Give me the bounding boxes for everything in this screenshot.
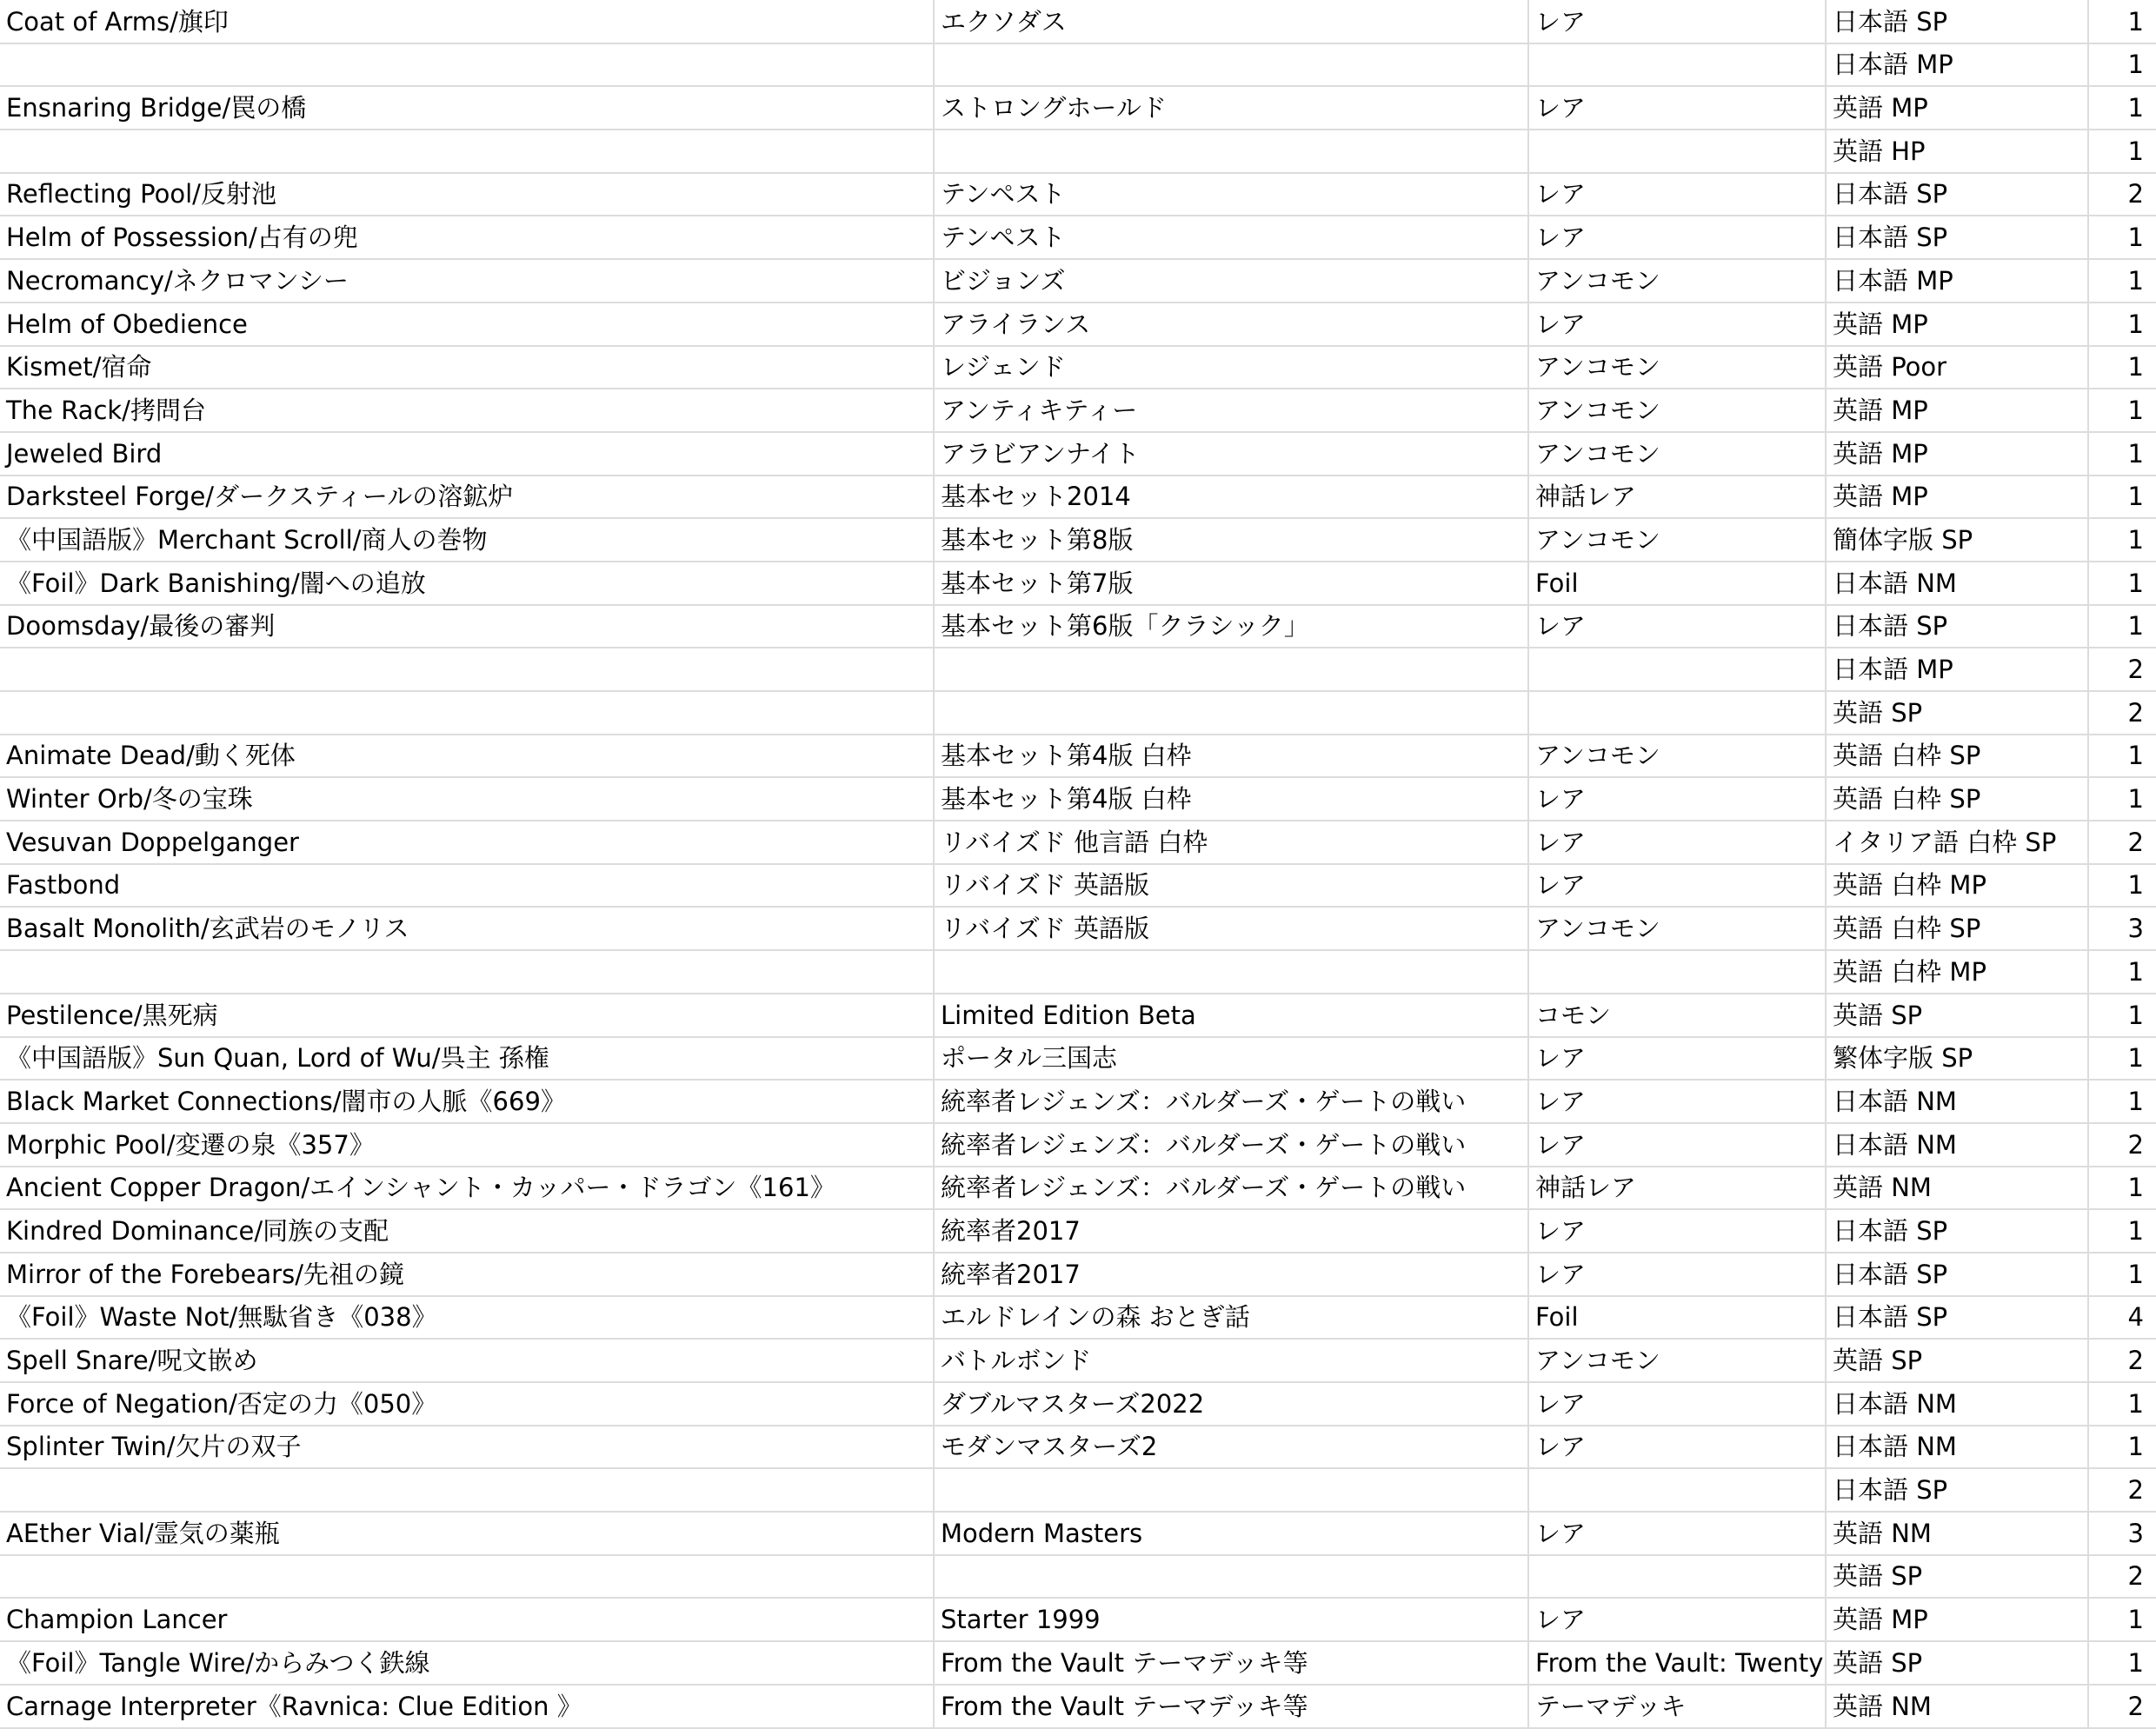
condition-cell[interactable]: 英語 SP	[1826, 1555, 2088, 1599]
card-name-cell[interactable]: Carnage Interpreter《Ravnica: Clue Edition 》	[0, 1685, 934, 1728]
rarity-cell[interactable]: 神話レア	[1528, 475, 1826, 519]
table-row	[0, 1037, 2156, 1081]
set-cell[interactable]: 基本セット2014	[934, 475, 1528, 519]
rarity-cell[interactable]: レア	[1528, 1123, 1826, 1167]
condition-cell[interactable]: イタリア語 白枠 SP	[1826, 821, 2088, 864]
table-row	[0, 1253, 2156, 1296]
condition-cell[interactable]: 英語 MP	[1826, 303, 2088, 346]
set-cell[interactable]: ビジョンズ	[934, 259, 1528, 303]
card-name-cell[interactable]: Winter Orb/冬の宝珠	[0, 777, 934, 821]
rarity-cell[interactable]: アンコモン	[1528, 389, 1826, 432]
card-name-cell[interactable]: Kindred Dominance/同族の支配	[0, 1209, 934, 1253]
set-cell[interactable]: モダンマスターズ2	[934, 1426, 1528, 1469]
card-name-cell[interactable]: Darksteel Forge/ダークスティールの溶鉱炉	[0, 475, 934, 519]
quantity-cell[interactable]: 2	[2088, 173, 2156, 216]
quantity-cell[interactable]: 2	[2088, 648, 2156, 691]
set-cell[interactable]: 統率者2017	[934, 1209, 1528, 1253]
set-cell[interactable]: アライランス	[934, 303, 1528, 346]
card-name-cell[interactable]	[0, 691, 934, 735]
table-row	[0, 907, 2156, 950]
quantity-cell[interactable]: 1	[2088, 562, 2156, 605]
condition-cell[interactable]: 日本語 MP	[1826, 43, 2088, 87]
set-cell[interactable]: 統率者レジェンズ：バルダーズ・ゲートの戦い	[934, 1167, 1528, 1210]
quantity-cell[interactable]: 3	[2088, 907, 2156, 950]
card-name-cell[interactable]	[0, 1468, 934, 1512]
table-row	[0, 346, 2156, 389]
table-row	[0, 864, 2156, 908]
card-name-cell[interactable]: 《Foil》Waste Not/無駄省き《038》	[0, 1296, 934, 1340]
condition-cell[interactable]: 日本語 NM	[1826, 1080, 2088, 1123]
quantity-cell[interactable]: 1	[2088, 1641, 2156, 1685]
rarity-cell[interactable]	[1528, 950, 1826, 994]
card-name-cell[interactable]: Ensnaring Bridge/罠の橋	[0, 86, 934, 130]
set-cell[interactable]	[934, 691, 1528, 735]
quantity-cell[interactable]: 2	[2088, 1339, 2156, 1382]
rarity-cell[interactable]: Foil	[1528, 562, 1826, 605]
quantity-cell[interactable]: 1	[2088, 864, 2156, 908]
condition-cell[interactable]: 日本語 SP	[1826, 1296, 2088, 1340]
table-row	[0, 821, 2156, 864]
condition-cell[interactable]: 日本語 NM	[1826, 562, 2088, 605]
quantity-cell[interactable]: 1	[2088, 1253, 2156, 1296]
rarity-cell[interactable]: レア	[1528, 821, 1826, 864]
card-name-cell[interactable]	[0, 1555, 934, 1599]
rarity-cell[interactable]: レア	[1528, 173, 1826, 216]
quantity-cell[interactable]: 3	[2088, 1512, 2156, 1555]
set-cell[interactable]: ポータル三国志	[934, 1037, 1528, 1081]
card-name-cell[interactable]: Animate Dead/動く死体	[0, 735, 934, 778]
table-row	[0, 173, 2156, 216]
table-row	[0, 389, 2156, 432]
table-row	[0, 1123, 2156, 1167]
card-name-cell[interactable]: 《Foil》Tangle Wire/からみつく鉄線	[0, 1641, 934, 1685]
rarity-cell[interactable]: アンコモン	[1528, 259, 1826, 303]
card-name-cell[interactable]: Coat of Arms/旗印	[0, 0, 934, 43]
condition-cell[interactable]: 英語 白枠 SP	[1826, 735, 2088, 778]
table-row	[0, 43, 2156, 87]
set-cell[interactable]: 基本セット第6版「クラシック」	[934, 605, 1528, 648]
rarity-cell[interactable]: レア	[1528, 777, 1826, 821]
card-name-cell[interactable]: Force of Negation/否定の力《050》	[0, 1382, 934, 1426]
quantity-cell[interactable]: 1	[2088, 259, 2156, 303]
table-row	[0, 562, 2156, 605]
table-row	[0, 1641, 2156, 1685]
set-cell[interactable]: アンティキティー	[934, 389, 1528, 432]
quantity-cell[interactable]: 1	[2088, 1037, 2156, 1081]
condition-cell[interactable]: 英語 MP	[1826, 86, 2088, 130]
quantity-cell[interactable]: 1	[2088, 518, 2156, 562]
table-row	[0, 1426, 2156, 1469]
condition-cell[interactable]: 日本語 NM	[1826, 1382, 2088, 1426]
card-name-cell[interactable]: The Rack/拷問台	[0, 389, 934, 432]
card-name-cell[interactable]: Ancient Copper Dragon/エインシャント・カッパー・ドラゴン《161》	[0, 1167, 934, 1210]
quantity-cell[interactable]: 1	[2088, 475, 2156, 519]
table-row	[0, 1468, 2156, 1512]
quantity-cell[interactable]: 1	[2088, 1382, 2156, 1426]
table-row	[0, 475, 2156, 519]
table-row	[0, 777, 2156, 821]
set-cell[interactable]: 統率者2017	[934, 1253, 1528, 1296]
set-cell[interactable]: ストロングホールド	[934, 86, 1528, 130]
quantity-cell[interactable]: 1	[2088, 130, 2156, 173]
card-name-cell[interactable]: Kismet/宿命	[0, 346, 934, 389]
card-name-cell[interactable]: Spell Snare/呪文嵌め	[0, 1339, 934, 1382]
set-cell[interactable]: 統率者レジェンズ：バルダーズ・ゲートの戦い	[934, 1123, 1528, 1167]
quantity-cell[interactable]: 1	[2088, 389, 2156, 432]
condition-cell[interactable]: 英語 白枠 MP	[1826, 864, 2088, 908]
card-name-cell[interactable]: 《Foil》Dark Banishing/闇への追放	[0, 562, 934, 605]
rarity-cell[interactable]: アンコモン	[1528, 907, 1826, 950]
table-row	[0, 1296, 2156, 1340]
quantity-cell[interactable]: 2	[2088, 1123, 2156, 1167]
table-row	[0, 432, 2156, 475]
quantity-cell[interactable]: 1	[2088, 777, 2156, 821]
quantity-cell[interactable]: 1	[2088, 1080, 2156, 1123]
table-row	[0, 1209, 2156, 1253]
rarity-cell[interactable]: レア	[1528, 605, 1826, 648]
condition-cell[interactable]: 英語 SP	[1826, 1641, 2088, 1685]
quantity-cell[interactable]: 1	[2088, 950, 2156, 994]
card-name-cell[interactable]: AEther Vial/霊気の薬瓶	[0, 1512, 934, 1555]
quantity-cell[interactable]: 1	[2088, 994, 2156, 1037]
rarity-cell[interactable]: テーマデッキ	[1528, 1685, 1826, 1728]
quantity-cell[interactable]: 2	[2088, 821, 2156, 864]
condition-cell[interactable]: 簡体字版 SP	[1826, 518, 2088, 562]
quantity-cell[interactable]: 1	[2088, 346, 2156, 389]
table-row	[0, 950, 2156, 994]
table-row	[0, 1685, 2156, 1728]
card-name-cell[interactable]: Doomsday/最後の審判	[0, 605, 934, 648]
condition-cell[interactable]: 英語 白枠 SP	[1826, 777, 2088, 821]
card-name-cell[interactable]: Morphic Pool/変遷の泉《357》	[0, 1123, 934, 1167]
set-cell[interactable]	[934, 130, 1528, 173]
rarity-cell[interactable]	[1528, 43, 1826, 87]
condition-cell[interactable]: 英語 MP	[1826, 475, 2088, 519]
condition-cell[interactable]: 英語 MP	[1826, 389, 2088, 432]
set-cell[interactable]: バトルボンド	[934, 1339, 1528, 1382]
table-row	[0, 86, 2156, 130]
rarity-cell[interactable]: From the Vault: Twenty	[1528, 1641, 1826, 1685]
rarity-cell[interactable]: レア	[1528, 86, 1826, 130]
condition-cell[interactable]: 英語 白枠 SP	[1826, 907, 2088, 950]
table-row	[0, 0, 2156, 43]
rarity-cell[interactable]: Foil	[1528, 1296, 1826, 1340]
card-name-cell[interactable]: Mirror of the Forebears/先祖の鏡	[0, 1253, 934, 1296]
set-cell[interactable]: 基本セット第7版	[934, 562, 1528, 605]
card-name-cell[interactable]: Fastbond	[0, 864, 934, 908]
set-cell[interactable]	[934, 648, 1528, 691]
quantity-cell[interactable]: 1	[2088, 735, 2156, 778]
rarity-cell[interactable]: 神話レア	[1528, 1167, 1826, 1210]
card-name-cell[interactable]	[0, 43, 934, 87]
condition-cell[interactable]: 英語 HP	[1826, 130, 2088, 173]
condition-cell[interactable]: 繁体字版 SP	[1826, 1037, 2088, 1081]
rarity-cell[interactable]: レア	[1528, 864, 1826, 908]
table-row	[0, 605, 2156, 648]
rarity-cell[interactable]: レア	[1528, 1598, 1826, 1641]
table-row	[0, 130, 2156, 173]
rarity-cell[interactable]: アンコモン	[1528, 735, 1826, 778]
table-row	[0, 259, 2156, 303]
set-cell[interactable]: リバイズド 他言語 白枠	[934, 821, 1528, 864]
table-row	[0, 648, 2156, 691]
quantity-cell[interactable]: 1	[2088, 1167, 2156, 1210]
rarity-cell[interactable]: アンコモン	[1528, 518, 1826, 562]
table-row	[0, 735, 2156, 778]
set-cell[interactable]: レジェンド	[934, 346, 1528, 389]
table-row	[0, 303, 2156, 346]
card-name-cell[interactable]: Black Market Connections/闇市の人脈《669》	[0, 1080, 934, 1123]
condition-cell[interactable]: 英語 NM	[1826, 1167, 2088, 1210]
card-name-cell[interactable]: Helm of Obedience	[0, 303, 934, 346]
set-cell[interactable]: Modern Masters	[934, 1512, 1528, 1555]
condition-cell[interactable]: 英語 SP	[1826, 691, 2088, 735]
condition-cell[interactable]: 日本語 SP	[1826, 1253, 2088, 1296]
table-row	[0, 518, 2156, 562]
condition-cell[interactable]: 日本語 SP	[1826, 0, 2088, 43]
set-cell[interactable]: リバイズド 英語版	[934, 864, 1528, 908]
rarity-cell[interactable]: レア	[1528, 303, 1826, 346]
rarity-cell[interactable]: レア	[1528, 1253, 1826, 1296]
set-cell[interactable]	[934, 43, 1528, 87]
rarity-cell[interactable]: レア	[1528, 216, 1826, 259]
table-row	[0, 1167, 2156, 1210]
rarity-cell[interactable]: レア	[1528, 1382, 1826, 1426]
quantity-cell[interactable]: 1	[2088, 432, 2156, 475]
card-name-cell[interactable]	[0, 648, 934, 691]
table-row	[0, 1080, 2156, 1123]
condition-cell[interactable]: 日本語 SP	[1826, 1209, 2088, 1253]
rarity-cell[interactable]: アンコモン	[1528, 432, 1826, 475]
card-name-cell[interactable]: Helm of Possession/占有の兜	[0, 216, 934, 259]
card-name-cell[interactable]: 《中国語版》Sun Quan, Lord of Wu/呉主 孫権	[0, 1037, 934, 1081]
table-row	[0, 1382, 2156, 1426]
set-cell[interactable]: リバイズド 英語版	[934, 907, 1528, 950]
quantity-cell[interactable]: 1	[2088, 1426, 2156, 1469]
set-cell[interactable]: 基本セット第8版	[934, 518, 1528, 562]
condition-cell[interactable]: 日本語 SP	[1826, 605, 2088, 648]
condition-cell[interactable]: 日本語 SP	[1826, 216, 2088, 259]
quantity-cell[interactable]: 1	[2088, 303, 2156, 346]
condition-cell[interactable]: 英語 白枠 MP	[1826, 950, 2088, 994]
table-row	[0, 691, 2156, 735]
quantity-cell[interactable]: 1	[2088, 605, 2156, 648]
table-row	[0, 1512, 2156, 1555]
set-cell[interactable]	[934, 1555, 1528, 1599]
rarity-cell[interactable]: レア	[1528, 1209, 1826, 1253]
card-name-cell[interactable]: 《中国語版》Merchant Scroll/商人の巻物	[0, 518, 934, 562]
rarity-cell[interactable]: レア	[1528, 1037, 1826, 1081]
condition-cell[interactable]: 日本語 MP	[1826, 648, 2088, 691]
table-row	[0, 1555, 2156, 1599]
quantity-cell[interactable]: 1	[2088, 1598, 2156, 1641]
rarity-cell[interactable]: レア	[1528, 1080, 1826, 1123]
rarity-cell[interactable]: コモン	[1528, 994, 1826, 1037]
quantity-cell[interactable]: 2	[2088, 1555, 2156, 1599]
set-cell[interactable]: ダブルマスターズ2022	[934, 1382, 1528, 1426]
rarity-cell[interactable]	[1528, 691, 1826, 735]
condition-cell[interactable]: 英語 Poor	[1826, 346, 2088, 389]
set-cell[interactable]: Starter 1999	[934, 1598, 1528, 1641]
condition-cell[interactable]: 日本語 NM	[1826, 1426, 2088, 1469]
card-name-cell[interactable]	[0, 130, 934, 173]
quantity-cell[interactable]: 1	[2088, 0, 2156, 43]
set-cell[interactable]: テンペスト	[934, 216, 1528, 259]
condition-cell[interactable]: 日本語 NM	[1826, 1123, 2088, 1167]
rarity-cell[interactable]	[1528, 130, 1826, 173]
card-name-cell[interactable]: Champion Lancer	[0, 1598, 934, 1641]
condition-cell[interactable]: 英語 NM	[1826, 1685, 2088, 1728]
set-cell[interactable]: From the Vault テーマデッキ等	[934, 1685, 1528, 1728]
table-row	[0, 994, 2156, 1037]
table-row	[0, 1598, 2156, 1641]
card-name-cell[interactable]: Reflecting Pool/反射池	[0, 173, 934, 216]
condition-cell[interactable]: 日本語 MP	[1826, 259, 2088, 303]
quantity-cell[interactable]: 2	[2088, 691, 2156, 735]
quantity-cell[interactable]: 4	[2088, 1296, 2156, 1340]
rarity-cell[interactable]	[1528, 648, 1826, 691]
set-cell[interactable]: テンペスト	[934, 173, 1528, 216]
rarity-cell[interactable]: レア	[1528, 0, 1826, 43]
card-name-cell[interactable]: Necromancy/ネクロマンシー	[0, 259, 934, 303]
rarity-cell[interactable]: アンコモン	[1528, 1339, 1826, 1382]
card-name-cell[interactable]	[0, 950, 934, 994]
condition-cell[interactable]: 英語 SP	[1826, 1339, 2088, 1382]
rarity-cell[interactable]	[1528, 1555, 1826, 1599]
rarity-cell[interactable]: レア	[1528, 1512, 1826, 1555]
condition-cell[interactable]: 英語 SP	[1826, 994, 2088, 1037]
table-row	[0, 1339, 2156, 1382]
set-cell[interactable]: エルドレインの森 おとぎ話	[934, 1296, 1528, 1340]
set-cell[interactable]: 基本セット第4版 白枠	[934, 735, 1528, 778]
quantity-cell[interactable]: 2	[2088, 1468, 2156, 1512]
set-cell[interactable]: アラビアンナイト	[934, 432, 1528, 475]
condition-cell[interactable]: 日本語 SP	[1826, 1468, 2088, 1512]
card-name-cell[interactable]: Basalt Monolith/玄武岩のモノリス	[0, 907, 934, 950]
set-cell[interactable]	[934, 950, 1528, 994]
set-cell[interactable]: 基本セット第4版 白枠	[934, 777, 1528, 821]
condition-cell[interactable]: 英語 MP	[1826, 432, 2088, 475]
set-cell[interactable]: エクソダス	[934, 0, 1528, 43]
table-row	[0, 216, 2156, 259]
condition-cell[interactable]: 英語 NM	[1826, 1512, 2088, 1555]
quantity-cell[interactable]: 1	[2088, 43, 2156, 87]
rarity-cell[interactable]: アンコモン	[1528, 346, 1826, 389]
condition-cell[interactable]: 英語 MP	[1826, 1598, 2088, 1641]
quantity-cell[interactable]: 1	[2088, 216, 2156, 259]
card-name-cell[interactable]: Pestilence/黒死病	[0, 994, 934, 1037]
condition-cell[interactable]: 日本語 SP	[1826, 173, 2088, 216]
card-name-cell[interactable]: Vesuvan Doppelganger	[0, 821, 934, 864]
set-cell[interactable]	[934, 1468, 1528, 1512]
card-name-cell[interactable]: Splinter Twin/欠片の双子	[0, 1426, 934, 1469]
quantity-cell[interactable]: 2	[2088, 1685, 2156, 1728]
set-cell[interactable]: 統率者レジェンズ：バルダーズ・ゲートの戦い	[934, 1080, 1528, 1123]
card-name-cell[interactable]: Jeweled Bird	[0, 432, 934, 475]
quantity-cell[interactable]: 1	[2088, 1209, 2156, 1253]
quantity-cell[interactable]: 1	[2088, 86, 2156, 130]
rarity-cell[interactable]: レア	[1528, 1426, 1826, 1469]
set-cell[interactable]: From the Vault テーマデッキ等	[934, 1641, 1528, 1685]
set-cell[interactable]: Limited Edition Beta	[934, 994, 1528, 1037]
rarity-cell[interactable]	[1528, 1468, 1826, 1512]
